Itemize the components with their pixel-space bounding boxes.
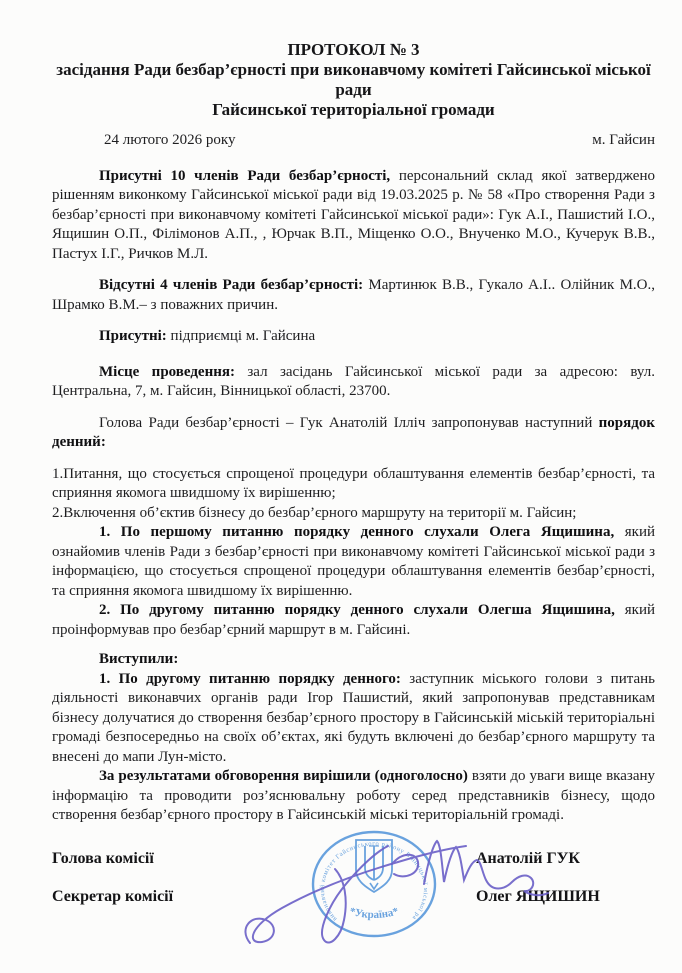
official-seal-icon: [313, 832, 435, 936]
spoke-paragraph: [52, 670, 655, 768]
guests-paragraph: [52, 327, 655, 347]
subtitle-line-3: Гайсинської територіальної громади: [212, 100, 495, 119]
signature-row-secretary: [52, 888, 655, 906]
signature-row-head: [52, 850, 655, 868]
resolution-paragraph: [52, 767, 655, 826]
svg-text:*Україна*: [348, 905, 400, 921]
signature-role-secretary: Секретар комісії: [52, 888, 174, 905]
absent-text: Мартинюк В.В., Гукало А.І.. Олійник М.О., Шрамко В.М.– з поважних причин.: [52, 277, 656, 313]
agenda-item-1: 1.Питання, що стосується спрощеної процедури облаштування елементів безбар’єрності, та сприяння якомога швидшому їх вирішенню;: [52, 465, 655, 501]
location-paragraph: [52, 363, 655, 402]
spoke-heading-text: Виступили:: [99, 651, 179, 667]
guests-lead: Присутні:: [99, 328, 167, 344]
absent-lead: Відсутні 4 членів Ради безбар’єрності:: [99, 277, 364, 293]
title-block: [52, 40, 655, 120]
signature-name-head: Анатолій ГУК: [476, 850, 580, 867]
page-title: ПРОТОКОЛ № 3: [287, 40, 420, 59]
heard-2-text: який проінформував про безбар’єрний маршрут в м. Гайсині.: [52, 602, 655, 638]
signature-role-head: Голова комісії: [52, 850, 154, 867]
absent-paragraph: [52, 276, 655, 315]
protocol-place: м. Гайсин: [592, 132, 655, 148]
agenda-intro-paragraph: [52, 414, 655, 453]
location-lead: Місце проведення:: [99, 363, 235, 380]
resolution-text: взяти до уваги вище вказану інформацію та проводити роз’яснювальну роботу серед представників бізнесу, щодо створення безбар’єрного простору в Гайсинській міські територіальній громаді.: [52, 768, 656, 823]
agenda-intro-bold: порядок денний:: [52, 414, 655, 450]
present-text: персональний склад якої затверджено рішенням виконкому Гайсинської міської ради від 19.03.2025 р. № 58 «Про створення Ради з безбар’єрності при виконавчому комітеті Гайсинської міської ради»: Гук А.І., Пашистий І.О., Ящишин О.П., Філімонов А.П., , Юрчак В.П., Міщенко О.О., Внученко М.О., Кучерук В.В., Пастух І.Г., Ричков М.Л.: [52, 167, 655, 262]
heard-1-lead: 1. По першому питанню порядку денного слухали Олега Ящишина,: [99, 524, 615, 540]
protocol-date: 24 лютого 2026 року: [104, 132, 236, 148]
agenda-item-2: 2.Включення об’єктив бізнесу до безбар’єрного маршруту на території м. Гайсин;: [52, 504, 577, 521]
seal-bottom-text: *Україна*: [348, 905, 400, 922]
date-place-row: [52, 131, 655, 151]
present-lead: Присутні 10 членів Ради безбар’єрності,: [99, 167, 391, 184]
spoke-text: заступник міського голови з питань діяльності виконавчих органів ради Ігор Пашистий, який запропонував представникам бізнесу долучатися до створення безбар’єрного простору в Гайсинській міській територіальні громаді безпосередньо на своїх об’єктах, які будуть включені до безбар’єрного маршруту та внесені до мапи Лун-місто.: [52, 670, 655, 765]
resolution-lead: За результатами обговорення вирішили (одноголосно): [99, 768, 468, 784]
agenda-intro-text: Голова Ради безбар’єрності – Гук Анатолій Ілліч запропонував наступний: [99, 414, 599, 431]
seal-ring-text: виконавчий комітет Гайсинського району Вінницької міської ради: [318, 840, 430, 923]
heard-paragraph-2: [52, 601, 655, 640]
guests-text: підприємці м. Гайсина: [166, 328, 316, 344]
present-paragraph: [52, 167, 655, 265]
subtitle-line-2: ради: [335, 80, 372, 99]
heard-paragraph-1: [52, 523, 655, 601]
spoke-lead: 1. По другому питанню порядку денного:: [99, 670, 401, 687]
signature-name-secretary: Олег ЯЩИШИН: [476, 888, 600, 905]
subtitle-line-1: засідання Ради безбар’єрності при виконавчому комітеті Гайсинської міської: [56, 60, 651, 79]
location-text: зал засідань Гайсинської міської ради за адресою: вул. Центральна, 7, м. Гайсин, Вінницької області, 23700.: [52, 363, 655, 399]
heard-2-lead: 2. По другому питанню порядку денного слухали Олегша Ящишина,: [99, 602, 615, 618]
heard-1-text: який ознайомив членів Ради з безбар’єрності при виконавчому комітеті Гайсинської міської ради з інформацією, що стосується спрощеної процедури облаштування елементів безбар’єрності, та сприяння якомога швидшому їх вирішенню.: [52, 524, 655, 599]
spoke-heading: [52, 650, 655, 670]
